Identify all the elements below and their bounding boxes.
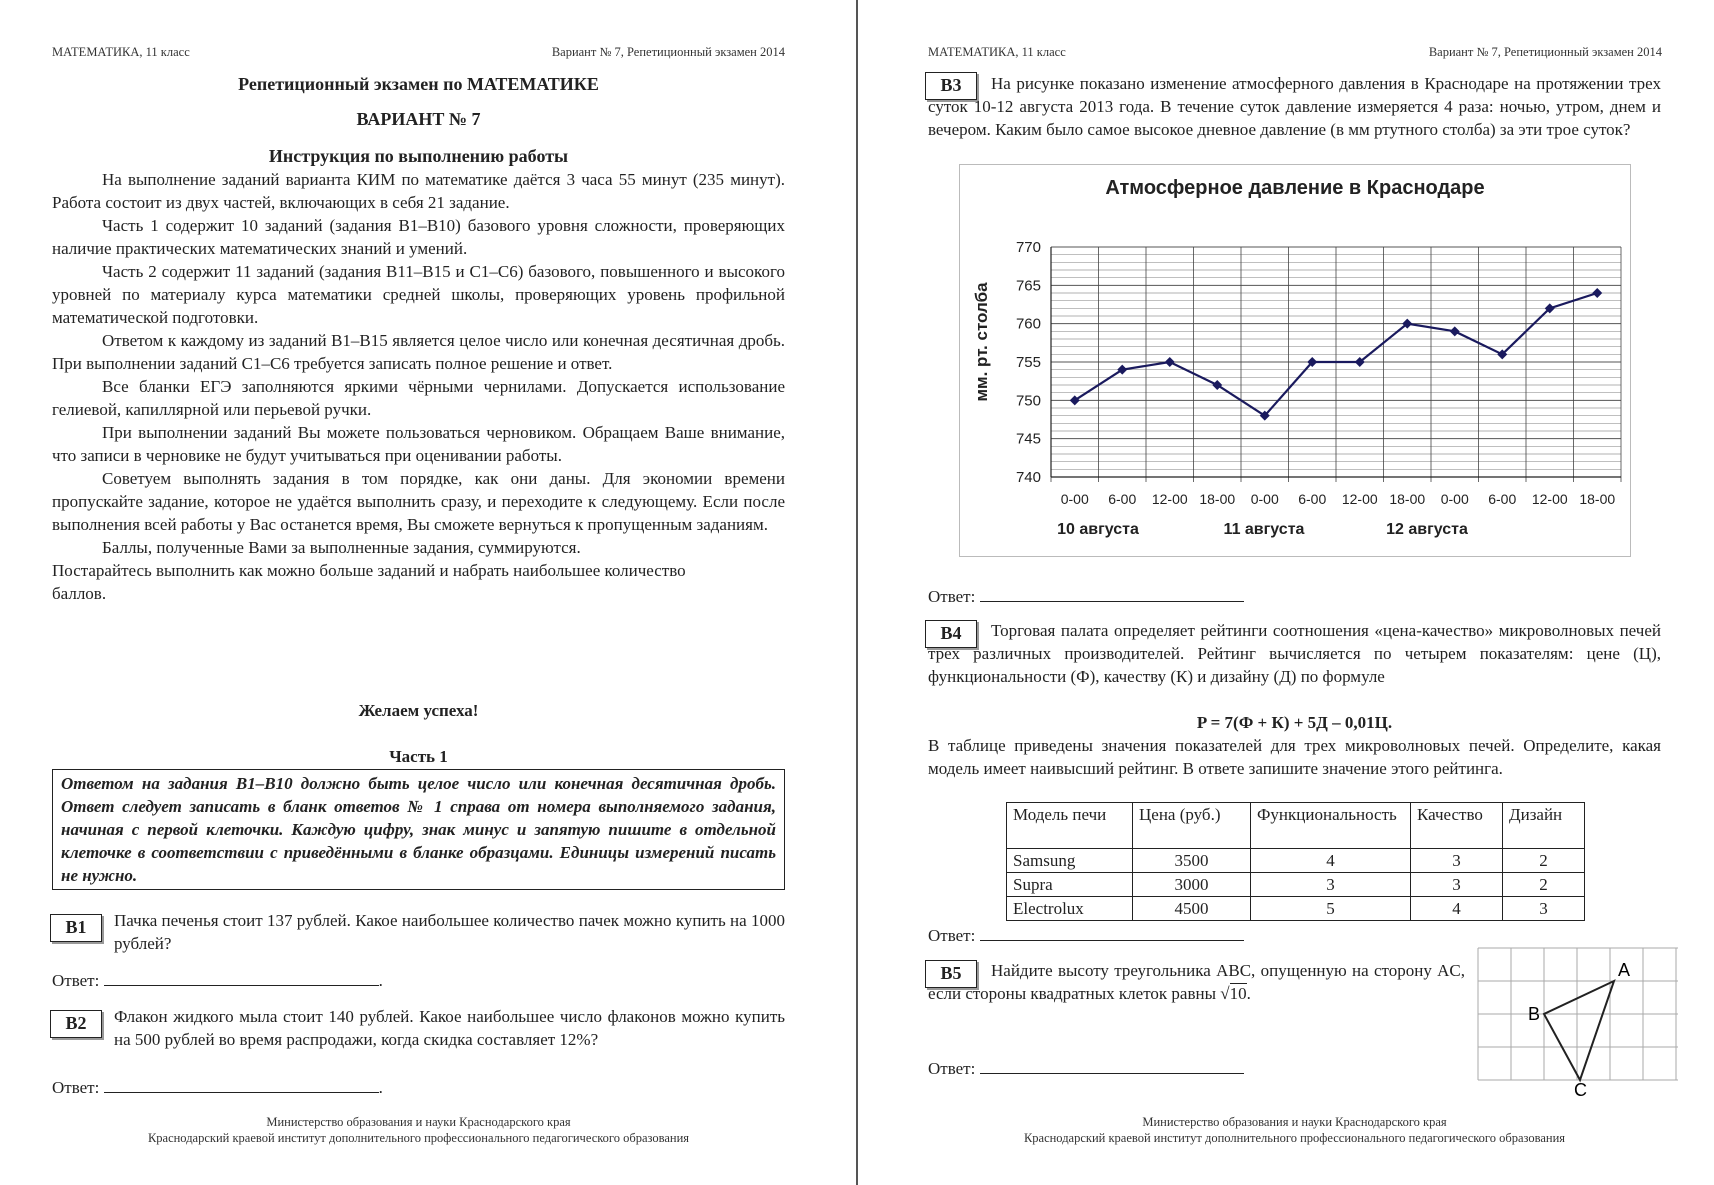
- table-cell: 3: [1411, 873, 1503, 897]
- instruction-paragraph: Постарайтесь выполнить как можно больше заданий и набрать наибольшее количество баллов.: [52, 561, 686, 603]
- x-tick-label: 12-00: [1151, 491, 1188, 507]
- x-tick-label: 0-00: [1440, 491, 1469, 507]
- table-cell: 3: [1411, 849, 1503, 873]
- task-b1-text: Пачка печенья стоит 137 рублей. Какое наибольшее количество пачек можно купить на 1000 рублей?: [114, 911, 785, 953]
- vertex-b-label: B: [1528, 1004, 1541, 1024]
- footer-line: Краснодарский краевой институт дополнительного профессионального педагогического образования: [1023, 1131, 1566, 1145]
- footer-line: Министерство образования и науки Краснодарского края: [266, 1115, 571, 1129]
- table-cell: 5: [1251, 897, 1411, 921]
- vertex-a-label: A: [1618, 960, 1631, 980]
- part-instructions-box: Ответом на задания В1–В10 должно быть целое число или конечная десятичная дробь. Ответ следует записать в бланк ответов № 1 справа от номера выполняемого задания, начиная с первой клеточки. Каждую цифру, знак минус и запятую пишите в отдельной клеточке в соответствии с приведёнными в бланке образцами. Единицы измерений писать не нужно.: [52, 769, 785, 890]
- answer-b4: [928, 923, 1244, 947]
- vertex-c-label: C: [1574, 1080, 1587, 1096]
- y-tick-label: 770: [1015, 239, 1041, 256]
- task-b4-tag: В4: [925, 620, 977, 648]
- instruction-paragraph: На выполнение заданий варианта КИМ по математике даётся 3 часа 55 минут (235 минут). Работа состоит из двух частей, включающих в себя 21 задание.: [52, 170, 785, 212]
- x-group-label: 12 августа: [1386, 521, 1468, 538]
- table-cell: 3000: [1133, 873, 1251, 897]
- instruction-paragraph: Часть 2 содержит 11 заданий (задания В11–В15 и С1–С6) базового, повышенного и высокого уровней по материалу курса математики средней школы, проверяющих уровень профильной математической подготовки.: [52, 262, 785, 327]
- answer-b2: [52, 1075, 383, 1099]
- task-b2-tag: В2: [50, 1010, 102, 1038]
- footer-left: [52, 1114, 785, 1146]
- table-row: [1007, 873, 1585, 897]
- footer-line: Министерство образования и науки Краснодарского края: [1142, 1115, 1447, 1129]
- part-title: Часть 1: [389, 747, 448, 766]
- table-cell: Samsung: [1007, 849, 1133, 873]
- exam-title: Репетиционный экзамен по МАТЕМАТИКЕ: [238, 74, 599, 94]
- x-tick-label: 6-00: [1488, 491, 1517, 507]
- table-row: [1007, 849, 1585, 873]
- header-left: МАТЕМАТИКА, 11 класс: [928, 45, 1066, 59]
- x-tick-label: 18-00: [1389, 491, 1426, 507]
- instruction-paragraph: Все бланки ЕГЭ заполняются яркими чёрными чернилами. Допускается использование гелиевой, капиллярной или перьевой ручки.: [52, 377, 785, 419]
- table-cell: Supra: [1007, 873, 1133, 897]
- table-cell: Electrolux: [1007, 897, 1133, 921]
- header-left: МАТЕМАТИКА, 11 класс: [52, 45, 190, 59]
- instructions: [52, 168, 785, 605]
- x-tick-label: 12-00: [1531, 491, 1568, 507]
- chart-y-label: мм. рт. столба: [972, 282, 991, 402]
- y-tick-label: 750: [1015, 392, 1041, 410]
- microwave-table: [1006, 802, 1585, 921]
- answer-b4-field[interactable]: [980, 923, 1244, 941]
- sqrt-10: √10.: [1220, 984, 1251, 1003]
- square-grid: [1478, 948, 1678, 1080]
- task-b1-tag: В1: [50, 914, 102, 942]
- task-b4-text: Торговая палата определяет рейтинги соотношения «цена-качество» микроволновых печей трех различных производителей. Рейтинг вычисляется по четырем показателям: цене (Ц), функциональности (Ф), качеству (К) и дизайну (Д) по формуле: [928, 621, 1661, 686]
- x-group-label: 11 августа: [1223, 521, 1305, 538]
- table-row: [1007, 897, 1585, 921]
- wish-text: Желаем успеха!: [358, 701, 479, 720]
- task-b5-tag: В5: [925, 960, 977, 988]
- x-tick-label: 12-00: [1341, 491, 1378, 507]
- task-b3-tag: В3: [925, 72, 977, 100]
- table-cell: 3500: [1133, 849, 1251, 873]
- pressure-chart: [959, 164, 1631, 557]
- table-cell: 4500: [1133, 897, 1251, 921]
- x-tick-label: 6-00: [1108, 491, 1137, 507]
- variant-title: ВАРИАНТ № 7: [356, 109, 481, 129]
- table-header: Модель печи: [1007, 803, 1133, 849]
- chart-title: Атмосферное давление в Краснодаре: [1105, 177, 1485, 199]
- instruction-paragraph: При выполнении заданий Вы можете пользоваться черновиком. Обращаем Ваше внимание, что записи в черновике не будут учитываться при оценивании работы.: [52, 423, 785, 465]
- dot: .: [378, 1078, 383, 1097]
- page-divider: [856, 0, 858, 1185]
- x-tick-label: 18-00: [1199, 491, 1236, 507]
- y-tick-label: 760: [1015, 315, 1041, 333]
- answer-label: Ответ:: [928, 926, 976, 945]
- footer-line: Краснодарский краевой институт дополнительного профессионального педагогического образования: [147, 1131, 690, 1145]
- table-cell: 3: [1251, 873, 1411, 897]
- task-b5-sentence: Найдите высоту треугольника ABC, опущенную на сторону AC, если стороны квадратных клеток равны: [928, 961, 1465, 1003]
- task-b4-text-2: В таблице приведены значения показателей для трех микроволновых печей. Определите, какая модель имеет наивысший рейтинг. В ответе запишите значение этого рейтинга.: [928, 736, 1661, 778]
- table-cell: 4: [1411, 897, 1503, 921]
- task-b2-text: Флакон жидкого мыла стоит 140 рублей. Какое наибольшее число флаконов можно купить на 500 рублей во время распродажи, когда скидка составляет 12%?: [114, 1007, 785, 1049]
- table-header: Функциональность: [1251, 803, 1411, 849]
- answer-label: Ответ:: [52, 971, 100, 990]
- x-tick-label: 0-00: [1250, 491, 1279, 507]
- table-cell: 4: [1251, 849, 1411, 873]
- table-cell: 2: [1503, 873, 1585, 897]
- answer-label: Ответ:: [928, 1059, 976, 1078]
- table-header: Дизайн: [1503, 803, 1585, 849]
- table-header: Качество: [1411, 803, 1503, 849]
- instruction-paragraph: Советуем выполнять задания в том порядке, как они даны. Для экономии времени пропускайте задание, которое не удаётся выполнить сразу, и переходите к следующему. Если после выполнения всей работы у Вас останется время, Вы сможете вернуться к пропущенным заданиям.: [52, 469, 785, 534]
- sqrt-radicand: 10: [1229, 984, 1247, 1003]
- instruction-title: Инструкция по выполнению работы: [268, 146, 569, 166]
- answer-label: Ответ:: [52, 1078, 100, 1097]
- table-header: Цена (руб.): [1133, 803, 1251, 849]
- answer-b1: [52, 968, 383, 992]
- table-header-row: [1007, 803, 1585, 849]
- header-right: Вариант № 7, Репетиционный экзамен 2014: [551, 45, 785, 59]
- task-b3-text: На рисунке показано изменение атмосферного давления в Краснодаре на протяжении трех суток 10-12 августа 2013 года. В течение суток давление измеряется 4 раза: ночью, утром, днем и вечером. Каким было самое высокое дневное давление (в мм ртутного столба) за эти трое суток?: [928, 74, 1661, 139]
- answer-label: Ответ:: [928, 587, 976, 606]
- dot: .: [378, 971, 383, 990]
- footer-right: [928, 1114, 1661, 1146]
- x-tick-label: 6-00: [1298, 491, 1327, 507]
- task-b5-text: [928, 959, 1465, 1005]
- instruction-paragraph: Ответом к каждому из заданий В1–В15 является целое число или конечная десятичная дробь. При выполнении заданий С1–С6 требуется записать полное решение и ответ.: [52, 331, 785, 373]
- instruction-paragraph: Часть 1 содержит 10 заданий (задания В1–В10) базового уровня сложности, проверяющих наличие практических математических знаний и умений.: [52, 216, 785, 258]
- y-tick-label: 765: [1015, 277, 1041, 295]
- triangle-abc: [1544, 981, 1614, 1080]
- y-tick-label: 745: [1015, 430, 1041, 448]
- table-cell: 3: [1503, 897, 1585, 921]
- b4-formula: P = 7(Ф + К) + 5Д – 0,01Ц.: [1196, 713, 1393, 732]
- y-tick-label: 740: [1015, 469, 1041, 486]
- y-tick-label: 755: [1015, 354, 1041, 371]
- answer-b5-field[interactable]: [980, 1056, 1244, 1074]
- table-cell: 2: [1503, 849, 1585, 873]
- answer-b5: [928, 1056, 1244, 1080]
- answer-b3-field[interactable]: [980, 584, 1244, 602]
- triangle-grid-figure: [1476, 946, 1682, 1096]
- x-tick-label: 18-00: [1579, 491, 1616, 507]
- answer-b1-field[interactable]: [104, 968, 379, 986]
- x-group-label: 10 августа: [1057, 521, 1139, 538]
- answer-b3: [928, 584, 1244, 608]
- x-tick-label: 0-00: [1060, 491, 1089, 507]
- answer-b2-field[interactable]: [104, 1075, 379, 1093]
- header-right: Вариант № 7, Репетиционный экзамен 2014: [1428, 45, 1662, 59]
- instruction-paragraph: Баллы, полученные Вами за выполненные задания, суммируются.: [102, 538, 581, 557]
